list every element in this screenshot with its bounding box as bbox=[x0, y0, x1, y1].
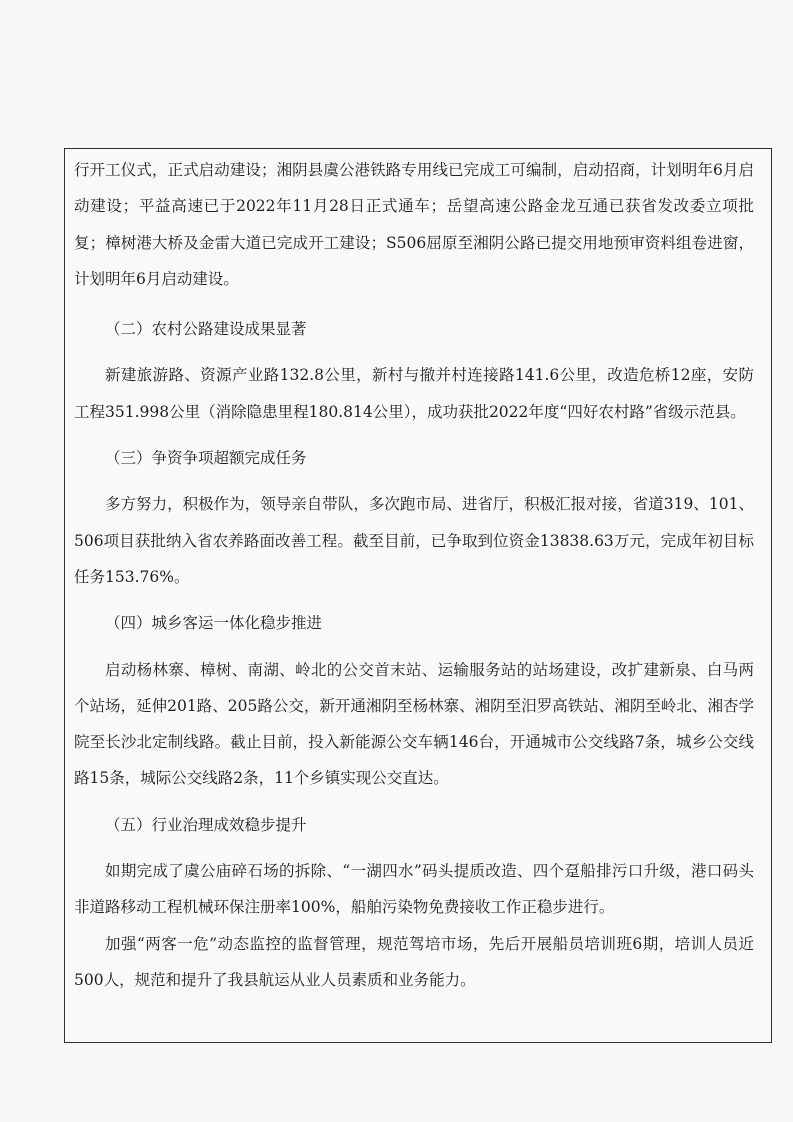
section-heading-passenger-transport: （四）城乡客运一体化稳步推进 bbox=[105, 614, 323, 633]
intro-paragraph: 行开工仪式，正式启动建设；湘阴县虞公港铁路专用线已完成工可编制，启动招商，计划明年6月启动建设；平益高速已于2022年11月28日正式通车；岳望高速公路金龙互通已获省发改委立项批复；樟树港大桥及金雷大道已完成开工建设；S506屈原至湘阴公路已提交用地预审资料组卷进窗，计划明年6月启动建设。 bbox=[74, 161, 754, 288]
section-paragraph: 启动杨林寨、樟树、南湖、岭北的公交首末站、运输服务站的站场建设，改扩建新泉、白马两个站场，延伸201路、205路公交，新开通湘阴至杨林寨、湘阴至汨罗高铁站、湘阴至岭北、湘杏学院至长沙北定制线路。截止目前，投入新能源公交车辆146台，开通城市公交线路7条，城乡公交线路15条，城际公交线路2条，11个乡镇实现公交直达。 bbox=[74, 660, 754, 788]
document-body bbox=[74, 152, 754, 998]
section-paragraph: 新建旅游路、资源产业路132.8公里，新村与撤并村连接路141.6公里，改造危桥12座，安防工程351.998公里（消除隐患里程180.814公里），成功获批2022年度“四好农村路”省级示范县。 bbox=[74, 366, 754, 421]
section-paragraph: 加强“两客一危”动态监控的监督管理，规范驾培市场，先后开展船员培训班6期，培训人员近500人，规范和提升了我县航运从业人员素质和业务能力。 bbox=[74, 934, 754, 989]
section-heading-rural-roads: （二）农村公路建设成果显著 bbox=[105, 320, 307, 339]
section-paragraph: 如期完成了虞公庙碎石场的拆除、“一湖四水”码头提质改造、四个趸船排污口升级，港口码头非道路移动工程机械环保注册率100%，船舶污染物免费接收工作正稳步进行。 bbox=[74, 862, 754, 917]
section-heading-governance: （五）行业治理成效稳步提升 bbox=[105, 815, 307, 834]
section-heading-funding: （三）争资争项超额完成任务 bbox=[105, 449, 307, 468]
section-paragraph: 多方努力，积极作为，领导亲自带队，多次跑市局、进省厅，积极汇报对接，省道319、101、506项目获批纳入省农养路面改善工程。截至目前，已争取到位资金13838.63万元，完成年初目标任务153.76%。 bbox=[74, 495, 754, 586]
